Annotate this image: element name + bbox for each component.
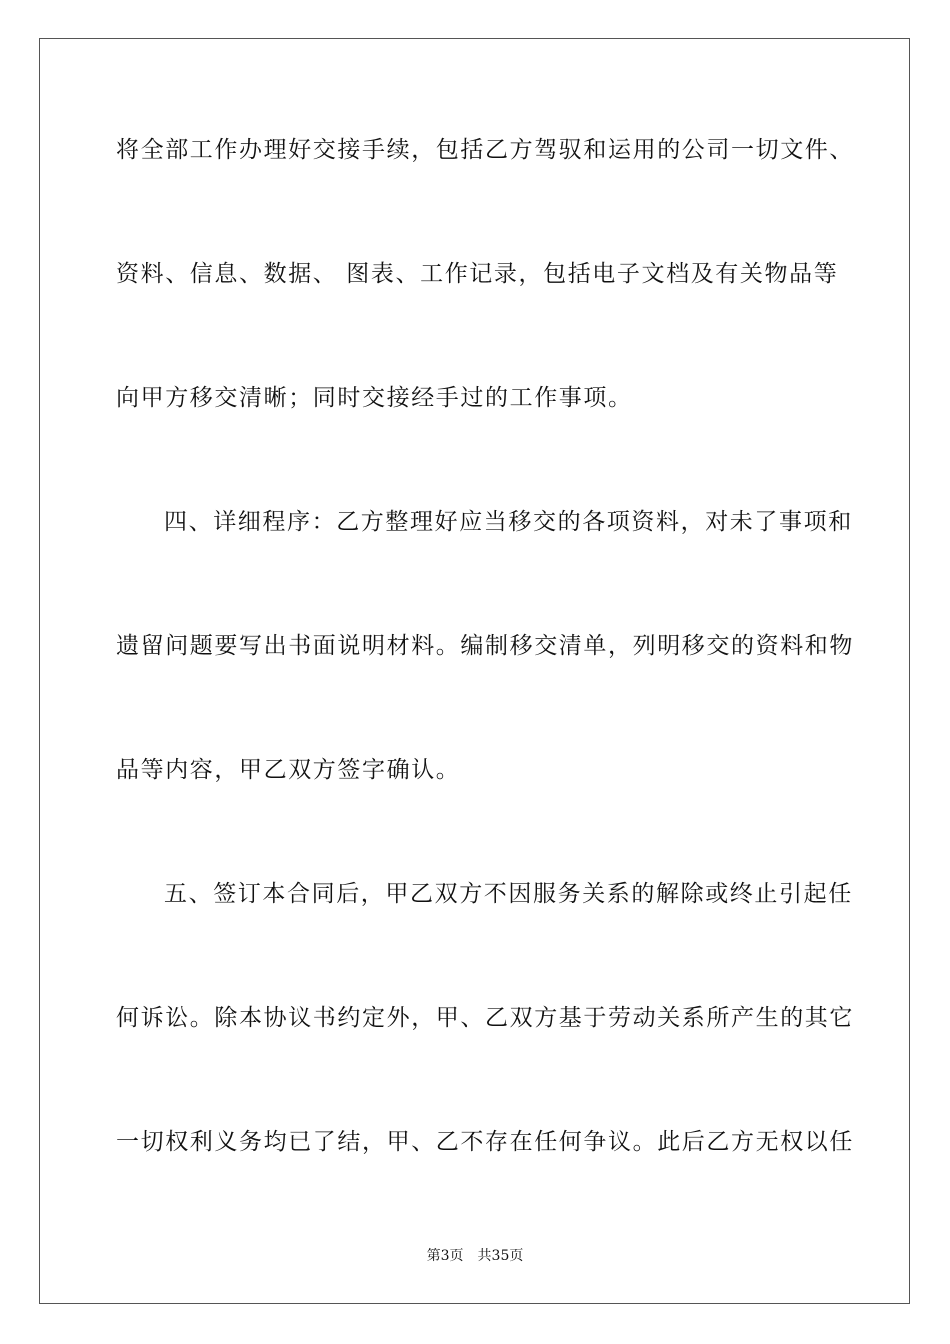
body-text-line: 遗留问题要写出书面说明材料。编制移交清单，列明移交的资料和物 xyxy=(116,633,854,659)
page-border xyxy=(39,38,910,1304)
body-text-line: 将全部工作办理好交接手续，包括乙方驾驭和运用的公司一切文件、 xyxy=(116,137,854,163)
page-footer xyxy=(0,1246,950,1266)
section-four-line: 四、详细程序：乙方整理好应当移交的各项资料，对未了事项和 xyxy=(164,509,853,535)
body-text-line: 向甲方移交清晰；同时交接经手过的工作事项。 xyxy=(116,385,633,411)
body-text-line: 品等内容，甲乙双方签字确认。 xyxy=(116,757,461,783)
body-text-line: 一切权利义务均已了结，甲、乙不存在任何争议。此后乙方无权以任 xyxy=(116,1129,854,1155)
body-text-line: 何诉讼。除本协议书约定外，甲、乙双方基于劳动关系所产生的其它 xyxy=(116,1005,854,1031)
page-total: 共35页 xyxy=(477,1248,524,1264)
section-five-line: 五、签订本合同后，甲乙双方不因服务关系的解除或终止引起任 xyxy=(164,881,853,907)
body-text-line: 资料、信息、数据、 图表、工作记录，包括电子文档及有关物品等 xyxy=(116,261,839,287)
page-number: 第3页 xyxy=(426,1248,464,1264)
